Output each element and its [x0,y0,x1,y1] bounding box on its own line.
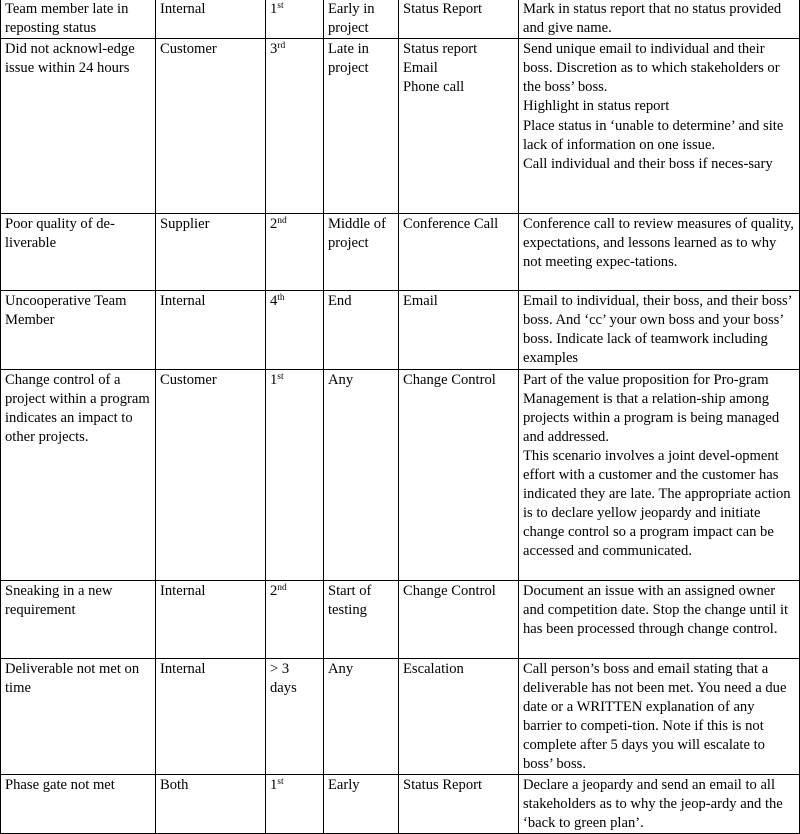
issue-cell: Deliverable not met on time [1,658,156,775]
method-cell: Status Report [399,775,519,834]
timing-cell: Early [324,775,399,834]
issue-cell: Team member late in reposting status [1,0,156,39]
source-cell: Internal [156,658,266,775]
method-cell: Escalation [399,658,519,775]
issue-cell: Did not acknowl-edge issue within 24 hours [1,39,156,214]
method-cell: Change Control [399,580,519,658]
priority-number: 2 [270,216,278,233]
table-row [1,775,800,834]
priority-number: 2 [270,582,278,599]
issue-cell: Change control of a project within a program indicates an impact to other projects. [1,369,156,580]
priority-suffix: st [277,1,284,11]
timing-cell: Middle of project [324,214,399,291]
priority-suffix: nd [277,216,287,227]
method-cell: Status Report [399,0,519,39]
table-row [1,214,800,291]
issue-cell: Sneaking in a new requirement [1,580,156,658]
action-cell: Call person’s boss and email stating that a deliverable has not been met. You need a due date or a WRITTEN explanation of any barrier to competi-tion. Note if this is not complete after 5 days you will escalate to boss’ boss. [519,658,800,775]
source-cell: Supplier [156,214,266,291]
source-cell: Internal [156,580,266,658]
method-cell: Email [399,291,519,369]
priority-suffix: st [277,777,284,788]
timing-cell: Any [324,658,399,775]
issue-cell: Phase gate not met [1,775,156,834]
priority-suffix: rd [277,41,286,52]
timing-cell: Early in project [324,0,399,39]
priority-number: 1 [270,777,278,794]
table-row [1,369,800,580]
method-cell: Status report Email Phone call [399,39,519,214]
priority-cell [266,39,324,214]
action-cell: Declare a jeopardy and send an email to all stakeholders as to why the jeop-ardy and the ‘back to green plan’. [519,775,800,834]
priority-cell [266,369,324,580]
table-row [1,0,800,39]
timing-cell: Any [324,369,399,580]
priority-suffix: th [277,293,285,304]
priority-cell [266,775,324,834]
priority-number: 4 [270,293,278,310]
action-cell: Part of the value proposition for Pro-gram Management is that a relation-ship among projects within a program is being managed and addressed. This scenario involves a joint devel-opment effort with a customer and the customer has indicated they are late. The appropriate action is to declare yellow jeopardy and initiate change control so a program impact can be accessed and communicated. [519,369,800,580]
priority-cell [266,658,324,775]
source-cell: Customer [156,369,266,580]
issue-cell: Poor quality of de-liverable [1,214,156,291]
timing-cell: End [324,291,399,369]
action-cell: Document an issue with an assigned owner and competition date. Stop the change until it has been processed through change control. [519,580,800,658]
priority-number: 3 [270,41,278,58]
table-row [1,580,800,658]
issue-cell: Uncooperative Team Member [1,291,156,369]
action-cell: Email to individual, their boss, and their boss’ boss. And ‘cc’ your own boss and your boss’ boss. Indicate lack of teamwork including examples [519,291,800,369]
table-row [1,39,800,214]
priority-cell [266,291,324,369]
method-cell: Conference Call [399,214,519,291]
table-row [1,658,800,775]
priority-cell [266,214,324,291]
table-row [1,291,800,369]
timing-cell: Late in project [324,39,399,214]
priority-cell [266,580,324,658]
priority-number: 1 [270,1,278,17]
priority-suffix: nd [277,582,287,593]
source-cell: Internal [156,291,266,369]
action-cell: Send unique email to individual and their boss. Discretion as to which stakeholders or the boss’ boss. Highlight in status report Place status in ‘unable to determine’ and site lack of information on one issue. Call individual and their boss if neces-sary [519,39,800,214]
source-cell: Customer [156,39,266,214]
timing-cell: Start of testing [324,580,399,658]
source-cell: Internal [156,0,266,39]
method-cell: Change Control [399,369,519,580]
source-cell: Both [156,775,266,834]
priority-number: > 3 days [270,660,297,696]
action-cell: Conference call to review measures of quality, expectations, and lessons learned as to why not meeting expec-tations. [519,214,800,291]
priority-cell [266,0,324,39]
action-cell: Mark in status report that no status provided and give name. [519,0,800,39]
priority-number: 1 [270,371,278,388]
priority-suffix: st [277,371,284,382]
